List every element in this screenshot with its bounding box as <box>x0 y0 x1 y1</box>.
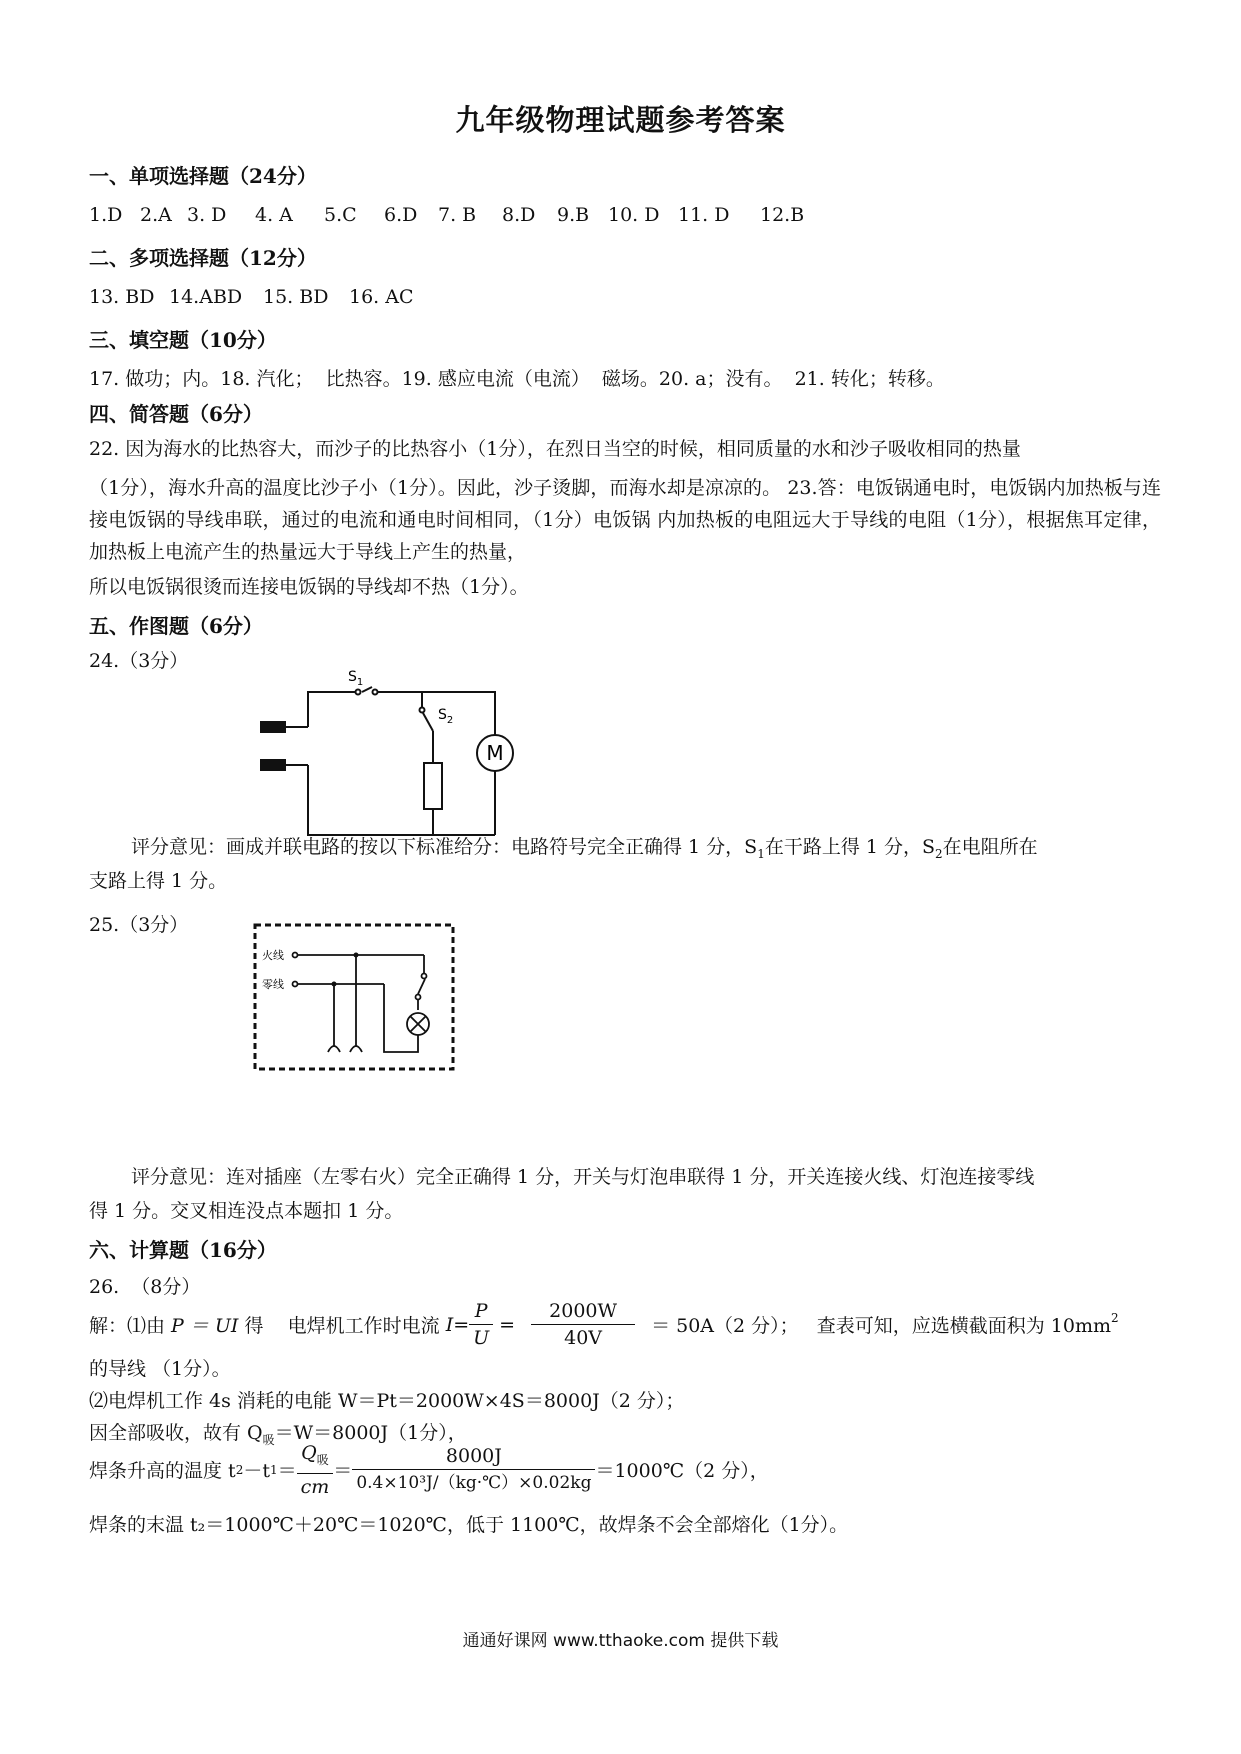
answer-item: 14.ABD <box>169 286 243 308</box>
live-wire-label: 火线 <box>262 949 284 962</box>
fraction-p-over-u: $\frac{P}{U}$ <box>469 1298 493 1351</box>
answer-item: 2.A <box>140 204 172 226</box>
answer-item: 1.D <box>89 204 123 226</box>
question-25-comment-end: 得 1 分。交叉相连没点本题扣 1 分。 <box>89 1200 404 1222</box>
switch-s1-label: $S_1$ <box>348 669 364 688</box>
answer-item: 6.D <box>384 204 418 226</box>
answer-item: 8.D <box>502 204 536 226</box>
section-heading-calculation: 六、计算题（16分） <box>89 1238 277 1262</box>
plug-prong-icon <box>260 721 286 733</box>
section-heading-short-answer: 四、简答题（6分） <box>89 402 263 426</box>
junction-dot-icon <box>354 953 359 958</box>
answer-item: 11. D <box>678 204 730 226</box>
answer-item: 13. BD <box>89 286 155 308</box>
document-title: 九年级物理试题参考答案 <box>455 103 786 137</box>
answer-item: 4. A <box>255 204 293 226</box>
short-answer-23: （1分），海水升高的温度比沙子小（1分）。因此，沙子烫脚，而海水却是凉凉的。 23.答：电饭锅通电时，电饭锅内加热板与连接电饭锅的导线串联，通过的电流和通电时间相同，（1分）电饭锅 内加热板的电阻远大于导线的电阻（1分），根据焦耳定律，加热板上电流产生的热量远大于导线上产生的热量， <box>89 477 1161 563</box>
question-25-label: 25.（3分） <box>89 914 189 936</box>
plug-prong-icon <box>260 759 286 771</box>
answer-item: 16. AC <box>349 286 414 308</box>
calc-line-3: ⑵电焊机工作 4s 消耗的电能 W＝Pt＝2000W×4S＝8000J（2 分）； <box>89 1390 685 1412</box>
section-heading-fill-blank: 三、填空题（10分） <box>89 328 277 352</box>
multi-choice-answers <box>89 286 419 308</box>
question-24-comment: 评分意见：画成并联电路的按以下标准给分：电路符号完全正确得 1 分，$S_1$在干路上得 1 分，$S_2$在电阻所在 <box>131 836 1038 861</box>
calc-line-2: 的导线 （1分）。 <box>89 1358 231 1380</box>
answer-item: 12.B <box>760 204 805 226</box>
answer-item: 3. D <box>187 204 227 226</box>
question-25-comment: 评分意见：连对插座（左零右火）完全正确得 1 分，开关与灯泡串联得 1 分，开关连接火线、灯泡连接零线 <box>131 1166 1035 1188</box>
answer-item: 7. B <box>438 204 477 226</box>
section-heading-drawing: 五、作图题（6分） <box>89 614 263 638</box>
footer-source: 通通好课网 www.tthaoke.com 提供下载 <box>462 1631 779 1651</box>
answer-item: 10. D <box>608 204 660 226</box>
section-heading-single-choice: 一、单项选择题（24分） <box>89 164 317 188</box>
answer-item: 5.C <box>324 204 357 226</box>
question-26-label: 26. （8分） <box>89 1276 201 1298</box>
motor-label: M <box>486 741 504 765</box>
calc-line-5: 焊条升高的温度 t 2 －t 1 ＝ $\frac{Q_吸}{cm}$ ＝ $\frac{8000J}{\text{0.4×10³J/（kg·℃）×0.02kg}}$ ＝1000℃（2 分）， <box>89 1442 769 1498</box>
fraction-temperature-rise: $\frac{8000J}{\text{0.4×10³J/（kg·℃）×0.02kg}}$ <box>352 1443 595 1496</box>
answer-item: 9.B <box>557 204 590 226</box>
section-heading-multi-choice: 二、多项选择题（12分） <box>89 246 317 270</box>
answer-item: 15. BD <box>263 286 329 308</box>
short-answer-22: 22. 因为海水的比热容大，而沙子的比热容小（1分），在烈日当空的时候，相同质量的水和沙子吸收相同的热量 <box>89 438 1021 460</box>
household-wiring-diagram-25 <box>252 922 458 1074</box>
calc-line-6: 焊条的末温 t₂＝1000℃＋20℃＝1020℃，低于 1100℃，故焊条不会全部熔化（1分）。 <box>89 1514 849 1536</box>
fraction-power-over-voltage: $\frac{2000W}{40V}$ <box>531 1298 635 1351</box>
switch-s2-label: $S_2$ <box>438 707 454 726</box>
junction-dot-icon <box>332 982 337 987</box>
question-24-comment-end: 支路上得 1 分。 <box>89 870 228 892</box>
fill-blank-answers: 17. 做功；内。18. 汽化； 比热容。19. 感应电流（电流） 磁场。20. a；没有。 21. 转化；转移。 <box>89 368 945 390</box>
fraction-q-over-cm: $\frac{Q_吸}{cm}$ <box>297 1440 334 1500</box>
calc-line-4: 因全部吸收，故有 $Q_吸=W=8000J(1$分）， <box>89 1422 467 1447</box>
single-choice-answers <box>89 204 810 226</box>
circuit-diagram-24 <box>250 665 530 847</box>
question-24-label: 24.（3分） <box>89 650 189 672</box>
neutral-wire-label: 零线 <box>262 978 284 991</box>
short-answer-23-end: 所以电饭锅很烫而连接电饭锅的导线却不热（1分）。 <box>89 576 529 598</box>
calc-line-1: 解：⑴由 P ＝ UI 得 电焊机工作时电流 I = $\frac{P}{U}$ = $\frac{2000W}{40V}$ ＝ 50A（2 分）； 查表可知，应选横截面积为 10mm $^2$ <box>89 1300 1119 1349</box>
